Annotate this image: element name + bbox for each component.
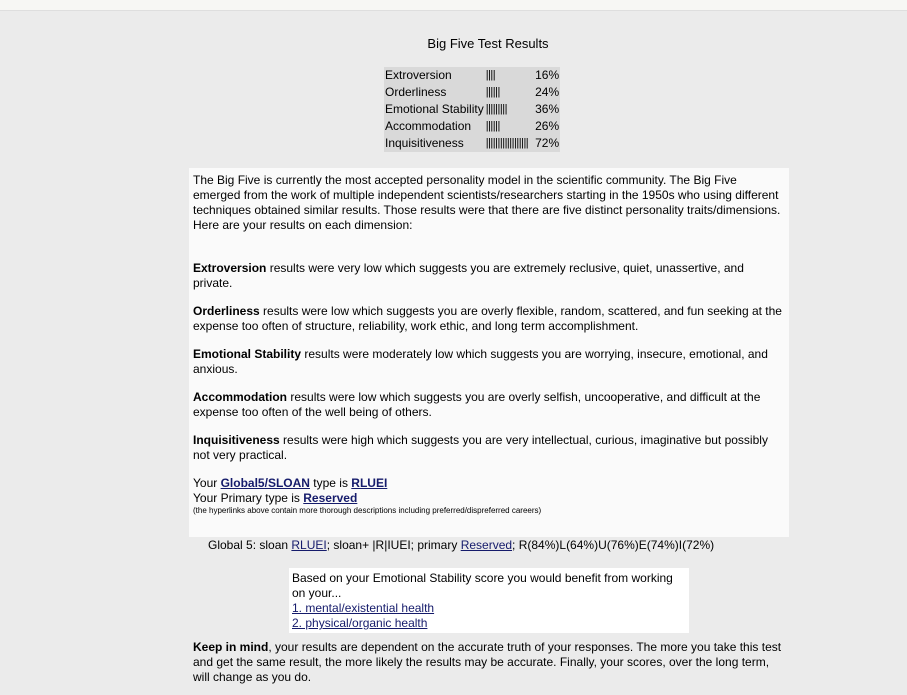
keep-in-mind-label: Keep in mind [193, 640, 269, 654]
intro-paragraph: The Big Five is currently the most accepted personality model in the scientific community. The Big Five emerged from the work of multiple independent scientists/researchers starting in the 1950s who using different techniques obtained similar results. Those results were that there are five distinct personality traits/dimensions. Here are your results on each dimension: [193, 173, 781, 232]
dimension-paragraph [193, 390, 785, 420]
trait-name: Accommodation [385, 119, 472, 133]
keep-in-mind-paragraph [193, 640, 787, 685]
benefit-text: Based on your Emotional Stability score you would benefit from working on your... [292, 571, 673, 600]
dimension-paragraph [193, 261, 785, 291]
score-percent: 72% [535, 136, 560, 150]
benefit-box [289, 568, 689, 633]
dimension-text: results were low which suggests you are overly selfish, uncooperative, and difficult at the expense too often of the well being of others. [193, 390, 761, 419]
primary-prefix: Your Primary type is [193, 491, 304, 505]
score-row [384, 84, 560, 101]
browser-top-strip [0, 0, 907, 11]
physical-health-link[interactable]: 2. physical/organic health [292, 616, 428, 630]
dimension-name: Accommodation [193, 390, 288, 404]
sloan-rluei-link[interactable]: RLUEI [291, 538, 327, 552]
scores-table [384, 67, 560, 152]
mental-health-link[interactable]: 1. mental/existential health [292, 601, 435, 615]
dimension-name: Inquisitiveness [193, 433, 280, 447]
score-bar: ||||||||| [485, 103, 507, 115]
type-line [193, 476, 785, 491]
primary-reserved-link[interactable]: Reserved [460, 538, 513, 552]
score-percent: 26% [535, 119, 560, 133]
trait-name: Inquisitiveness [385, 136, 464, 150]
global-suffix: ; R(84%)L(64%)U(76%)E(74%)I(72%) [512, 538, 715, 552]
score-percent: 24% [535, 85, 560, 99]
score-bar: |||| [485, 69, 496, 81]
trait-name: Emotional Stability [385, 102, 484, 116]
primary-type-line [193, 491, 785, 506]
global-middle: ; sloan+ |R|IUEI; primary [326, 538, 461, 552]
global-prefix: Global 5: sloan [208, 538, 292, 552]
dimension-text: results were moderately low which suggests you are worrying, insecure, emotional, and anxious. [193, 347, 768, 376]
dimension-text: results were high which suggests you are very intellectual, curious, imaginative but possibly not very practical. [193, 433, 768, 462]
score-percent: 16% [535, 68, 560, 82]
keep-in-mind-text: , your results are dependent on the accurate truth of your responses. The more you take this test and get the same result, the more likely the results may be accurate. Finally, your scores, over the long term, will change as you do. [193, 640, 782, 684]
score-bar: |||||| [485, 86, 500, 98]
dimension-name: Extroversion [193, 261, 267, 275]
dimension-paragraph [193, 433, 785, 463]
dimension-name: Orderliness [193, 304, 260, 318]
trait-name: Extroversion [385, 68, 452, 82]
dimension-paragraph [193, 347, 785, 377]
score-row [384, 135, 560, 152]
score-bar: |||||||||||||||||| [485, 137, 529, 149]
page-title: Big Five Test Results [427, 36, 549, 51]
rluei-type-link[interactable]: RLUEI [351, 476, 388, 490]
results-description [189, 168, 789, 537]
type-prefix: Your [193, 476, 221, 490]
reserved-type-link[interactable]: Reserved [303, 491, 358, 505]
score-row [384, 118, 560, 135]
type-is-text: type is [309, 476, 352, 490]
score-row [384, 67, 560, 84]
dimension-paragraph [193, 304, 785, 334]
score-bar: |||||| [485, 120, 500, 132]
trait-name: Orderliness [385, 85, 447, 99]
hyperlink-note: (the hyperlinks above contain more thorough descriptions including preferred/dispreferred careers) [193, 506, 542, 515]
score-row [384, 101, 560, 118]
dimension-name: Emotional Stability [193, 347, 302, 361]
dimension-text: results were very low which suggests you are extremely reclusive, quiet, unassertive, and private. [193, 261, 744, 290]
global5-sloan-link[interactable]: Global5/SLOAN [220, 476, 310, 490]
dimension-text: results were low which suggests you are overly flexible, random, scattered, and fun seeking at the expense too often of structure, reliability, work ethic, and long term accomplishment. [193, 304, 782, 333]
global5-summary [208, 538, 714, 553]
score-percent: 36% [535, 102, 560, 116]
